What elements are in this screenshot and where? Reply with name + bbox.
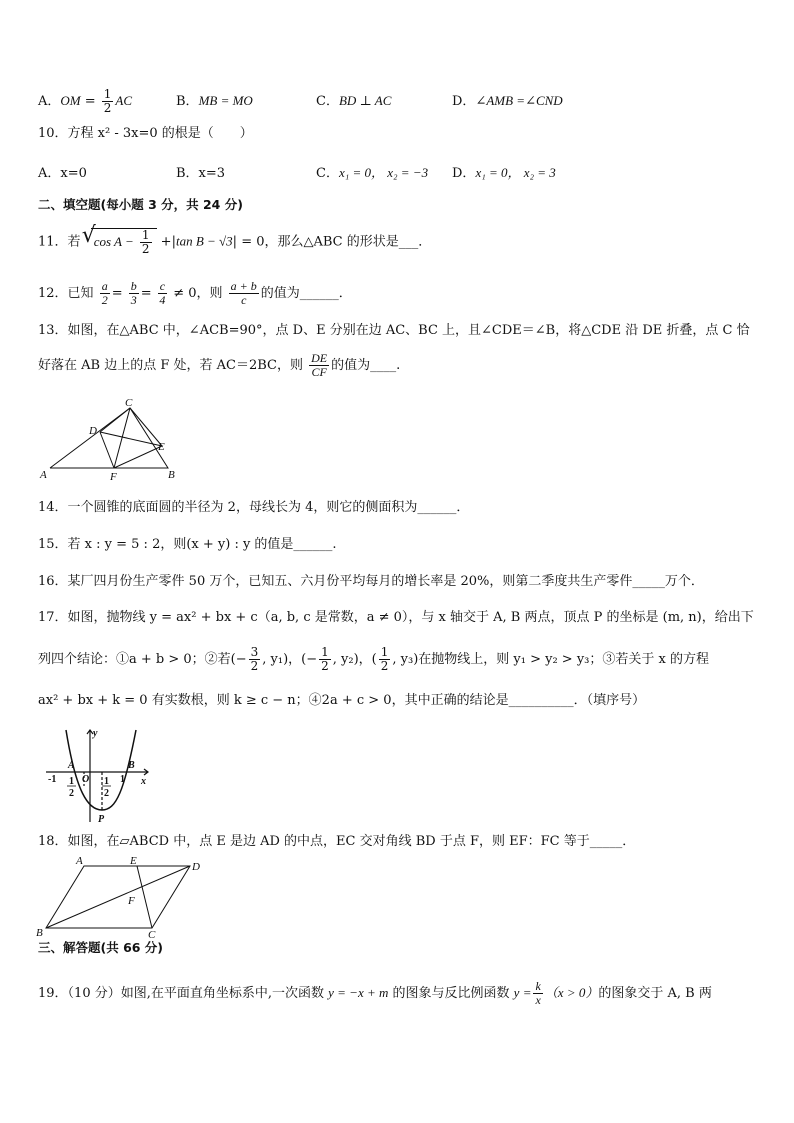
q12: 12．已知 $\frac{a}{2}$ = $\frac{b}{3}$ = $\frac{c}{4}$ ≠ 0，则 $\frac{a + b}{c}$ 的值为______．: [38, 279, 352, 308]
q10-option-a: A．x=0: [38, 166, 87, 181]
q13-line1: 13．如图，在△ABC 中，∠ACB=90°，点 D、E 分别在边 AC、BC 上，且∠CDE＝∠B，将△CDE 沿 DE 折叠，点 C 恰: [38, 323, 750, 338]
fig13-label-d: D: [89, 425, 97, 437]
fig17-label-neg-half-num: 1: [69, 776, 74, 787]
fig13-label-c: C: [125, 397, 133, 409]
fig18-label-d: D: [192, 861, 200, 873]
fig17-label-half-num: 1: [104, 776, 109, 787]
fig13-label-f: F: [110, 471, 117, 482]
q11: 11．若 √ cos A − $\frac{1}{2}$ +|tan B − √3| = 0，那么△ABC 的形状是___．: [38, 223, 432, 257]
fig13-label-e: E: [158, 441, 165, 453]
q17-line3: ax² + bx + k = 0 有实数根，则 k ≥ c − n；④2a + c > 0，其中正确的结论是__________．（填序号）: [38, 693, 646, 708]
q9-option-b: B．MB = MO: [176, 93, 253, 109]
fig17-label-y: y: [93, 728, 98, 739]
q18: 18．如图，在▱ABCD 中，点 E 是边 AD 的中点，EC 交对角线 BD 于点 F，则 EF：FC 等于_____．: [38, 834, 636, 849]
fig17-label-x: x: [141, 776, 146, 787]
q14: 14．一个圆锥的底面圆的半径为 2，母线长为 4，则它的侧面积为______．: [38, 500, 470, 515]
figure-18-parallelogram: [34, 852, 210, 940]
q13-line2: 好落在 AB 边上的点 F 处，若 AC＝2BC，则 $\frac{DE}{CF}$ 的值为____.: [38, 351, 401, 380]
q17-line1: 17．如图，抛物线 y = ax² + bx + c（a, b, c 是常数，a ≠ 0），与 x 轴交于 A, B 两点，顶点 P 的坐标是 (m, n)，给出下: [38, 610, 754, 625]
fig17-label-half-den: 2: [104, 788, 109, 799]
q10-option-b: B．x=3: [176, 166, 226, 181]
fig13-label-b: B: [168, 469, 175, 481]
figure-17-parabola: [44, 726, 154, 826]
fig17-label-o: O: [82, 774, 90, 785]
q15: 15．若 x : y = 5 : 2，则(x + y) : y 的值是______.: [38, 537, 337, 552]
q10-stem: 10．方程 x² - 3x=0 的根是（ ）: [38, 126, 253, 141]
fig13-label-a: A: [40, 469, 47, 481]
fig18-label-c: C: [148, 929, 156, 940]
section-3-heading: 三、解答题(共 66 分): [38, 940, 164, 955]
fig17-label-p: P: [98, 814, 105, 825]
figure-13-triangle: [36, 396, 186, 482]
fig17-label-1: 1: [120, 774, 125, 785]
fig17-label-neg-half-den: 2: [69, 788, 74, 799]
q10-option-c: C．x₁ = 0， x₂ = −3: [316, 165, 429, 181]
fig17-label-neg1: -1: [48, 774, 57, 785]
q17-line2: 列四个结论：①a + b > 0；②若(− $\frac{3}{2}$ , y₁)，(− $\frac{1}{2}$ , y₂)，( $\frac{1}{2}$ , y₃)在抛物线上，则 y₁ > y₂ > y₃；③若关于 x 的方程: [38, 645, 709, 674]
q9-option-d: D．∠AMB =∠CND: [452, 93, 563, 109]
fig18-label-b: B: [36, 927, 43, 939]
q10-option-d: D．x₁ = 0， x₂ = 3: [452, 165, 556, 181]
section-2-heading: 二、填空题(每小题 3 分，共 24 分): [38, 197, 243, 212]
q19: 19．（10 分）如图,在平面直角坐标系中,一次函数 y = −x + m 的图象与反比例函数 y = $\frac{k}{x}$ （x > 0）的图象交于 A, B 两: [38, 979, 712, 1008]
fig18-label-a: A: [76, 855, 83, 867]
q9-option-c: C．BD ⊥ AC: [316, 93, 392, 109]
fig18-label-f: F: [128, 895, 135, 907]
fig18-label-e: E: [130, 855, 137, 867]
q9-option-a: A．OM = $\frac{1}{2}$ AC: [38, 87, 133, 116]
fig17-label-a: A: [68, 760, 75, 771]
q16: 16．某厂四月份生产零件 50 万个，已知五、六月份平均每月的增长率是 20%，则第二季度共生产零件_____万个．: [38, 574, 704, 589]
fig17-label-b: B: [128, 760, 135, 771]
